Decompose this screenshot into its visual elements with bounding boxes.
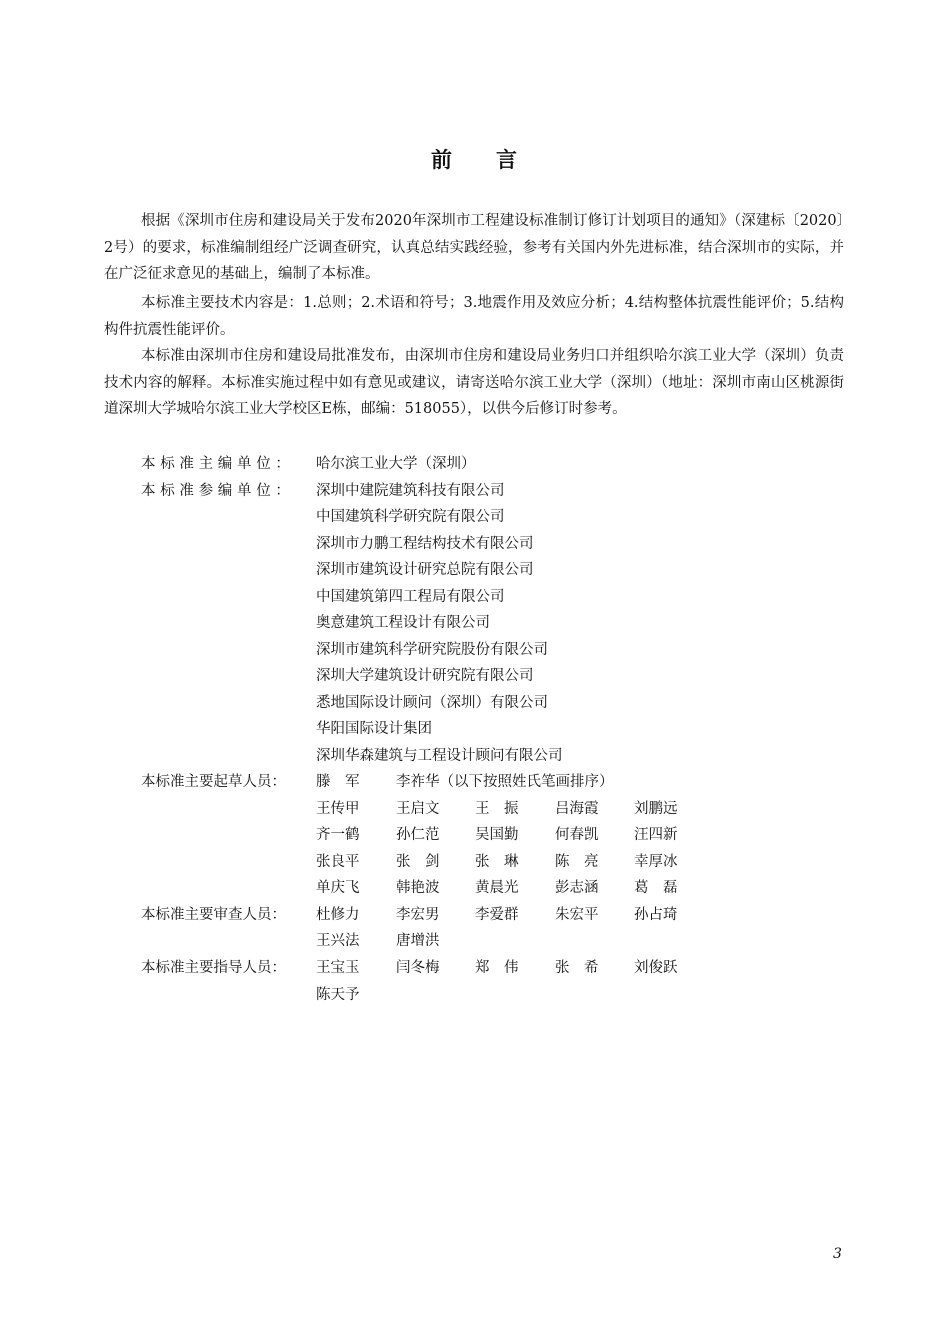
drafter-name: 彭志涵 bbox=[555, 880, 599, 896]
page-number: 3 bbox=[833, 1246, 842, 1262]
drafter-name: 孙仁范 bbox=[396, 827, 440, 843]
participating-unit: 深圳市建筑设计研究总院有限公司 bbox=[316, 562, 534, 578]
drafter-name: 吕海霞 bbox=[555, 801, 599, 817]
reviewer-name: 唐增洪 bbox=[396, 933, 440, 949]
drafter-name: 刘鹏远 bbox=[634, 801, 678, 817]
page-title bbox=[0, 144, 950, 174]
advisor-name: 郑 伟 bbox=[475, 960, 519, 976]
drafter-name: 陈 亮 bbox=[555, 854, 599, 870]
advisor-name: 王宝玉 bbox=[316, 960, 360, 976]
drafter-name: 吴国勤 bbox=[475, 827, 519, 843]
reviewers-label: 本标准主要审查人员： bbox=[141, 907, 286, 923]
participating-unit: 中国建筑科学研究院有限公司 bbox=[316, 509, 505, 525]
title-char-2: 言 bbox=[496, 147, 519, 172]
advisor-name: 陈天予 bbox=[316, 987, 360, 1003]
participating-unit: 悉地国际设计顾问（深圳）有限公司 bbox=[316, 695, 548, 711]
reviewer-name: 杜修力 bbox=[316, 907, 360, 923]
drafter-name: 王启文 bbox=[396, 801, 440, 817]
drafter-name: 王 振 bbox=[475, 801, 519, 817]
chief-unit-label: 本标准主编单位： bbox=[141, 456, 295, 472]
drafter-name: 韩艳波 bbox=[396, 880, 440, 896]
drafter-name: 黄晨光 bbox=[475, 880, 519, 896]
drafter-name: 何春凯 bbox=[555, 827, 599, 843]
drafter-name: 李祚华（以下按照姓氏笔画排序） bbox=[396, 774, 614, 790]
participating-unit: 奥意建筑工程设计有限公司 bbox=[316, 615, 490, 631]
drafter-name: 张 剑 bbox=[396, 854, 440, 870]
drafter-name: 单庆飞 bbox=[316, 880, 360, 896]
reviewer-name: 李爱群 bbox=[475, 907, 519, 923]
drafter-name: 王传甲 bbox=[316, 801, 360, 817]
advisor-name: 张 希 bbox=[555, 960, 599, 976]
reviewer-name: 李宏男 bbox=[396, 907, 440, 923]
paragraph-2: 本标准主要技术内容是：1.总则；2.术语和符号；3.地震作用及效应分析；4.结构整体抗震性能评价；5.结构构件抗震性能评价。 bbox=[104, 295, 844, 338]
reviewer-name: 朱宏平 bbox=[555, 907, 599, 923]
participating-unit: 华阳国际设计集团 bbox=[316, 721, 432, 737]
drafters-label: 本标准主要起草人员： bbox=[141, 774, 286, 790]
participating-units-label: 本标准参编单位： bbox=[141, 483, 295, 499]
chief-unit-value: 哈尔滨工业大学（深圳） bbox=[316, 456, 476, 472]
paragraph-3: 本标准由深圳市住房和建设局批准发布，由深圳市住房和建设局业务归口并组织哈尔滨工业大学（深圳）负责技术内容的解释。本标准实施过程中如有意见或建议，请寄送哈尔滨工业大学（深圳）（地址：深圳市南山区桃源街道深圳大学城哈尔滨工业大学校区E栋，邮编：518055），以供今后修订时参考。 bbox=[104, 348, 844, 417]
participating-unit: 深圳大学建筑设计研究院有限公司 bbox=[316, 668, 534, 684]
advisors-label: 本标准主要指导人员： bbox=[141, 960, 286, 976]
participating-unit: 中国建筑第四工程局有限公司 bbox=[316, 589, 505, 605]
drafter-name: 张良平 bbox=[316, 854, 360, 870]
paragraph-1: 根据《深圳市住房和建设局关于发布2020年深圳市工程建设标准制订修订计划项目的通知》（深建标〔2020〕2号）的要求，标准编制组经广泛调查研究，认真总结实践经验，参考有关国内外先进标准，结合深圳市的实际，并在广泛征求意见的基础上，编制了本标准。 bbox=[104, 213, 844, 282]
drafter-name: 幸厚冰 bbox=[634, 854, 678, 870]
drafter-name: 滕 军 bbox=[316, 774, 360, 790]
participating-unit: 深圳中建院建筑科技有限公司 bbox=[316, 483, 505, 499]
drafter-name: 张 琳 bbox=[475, 854, 519, 870]
reviewer-name: 王兴法 bbox=[316, 933, 360, 949]
reviewer-name: 孙占琦 bbox=[634, 907, 678, 923]
advisor-name: 闫冬梅 bbox=[396, 960, 440, 976]
title-char-1: 前 bbox=[431, 147, 454, 172]
participating-unit: 深圳市力鹏工程结构技术有限公司 bbox=[316, 536, 534, 552]
drafter-name: 汪四新 bbox=[634, 827, 678, 843]
participating-unit: 深圳市建筑科学研究院股份有限公司 bbox=[316, 642, 548, 658]
participating-unit: 深圳华森建筑与工程设计顾问有限公司 bbox=[316, 748, 563, 764]
drafter-name: 齐一鹤 bbox=[316, 827, 360, 843]
advisor-name: 刘俊跃 bbox=[634, 960, 678, 976]
drafter-name: 葛 磊 bbox=[634, 880, 678, 896]
